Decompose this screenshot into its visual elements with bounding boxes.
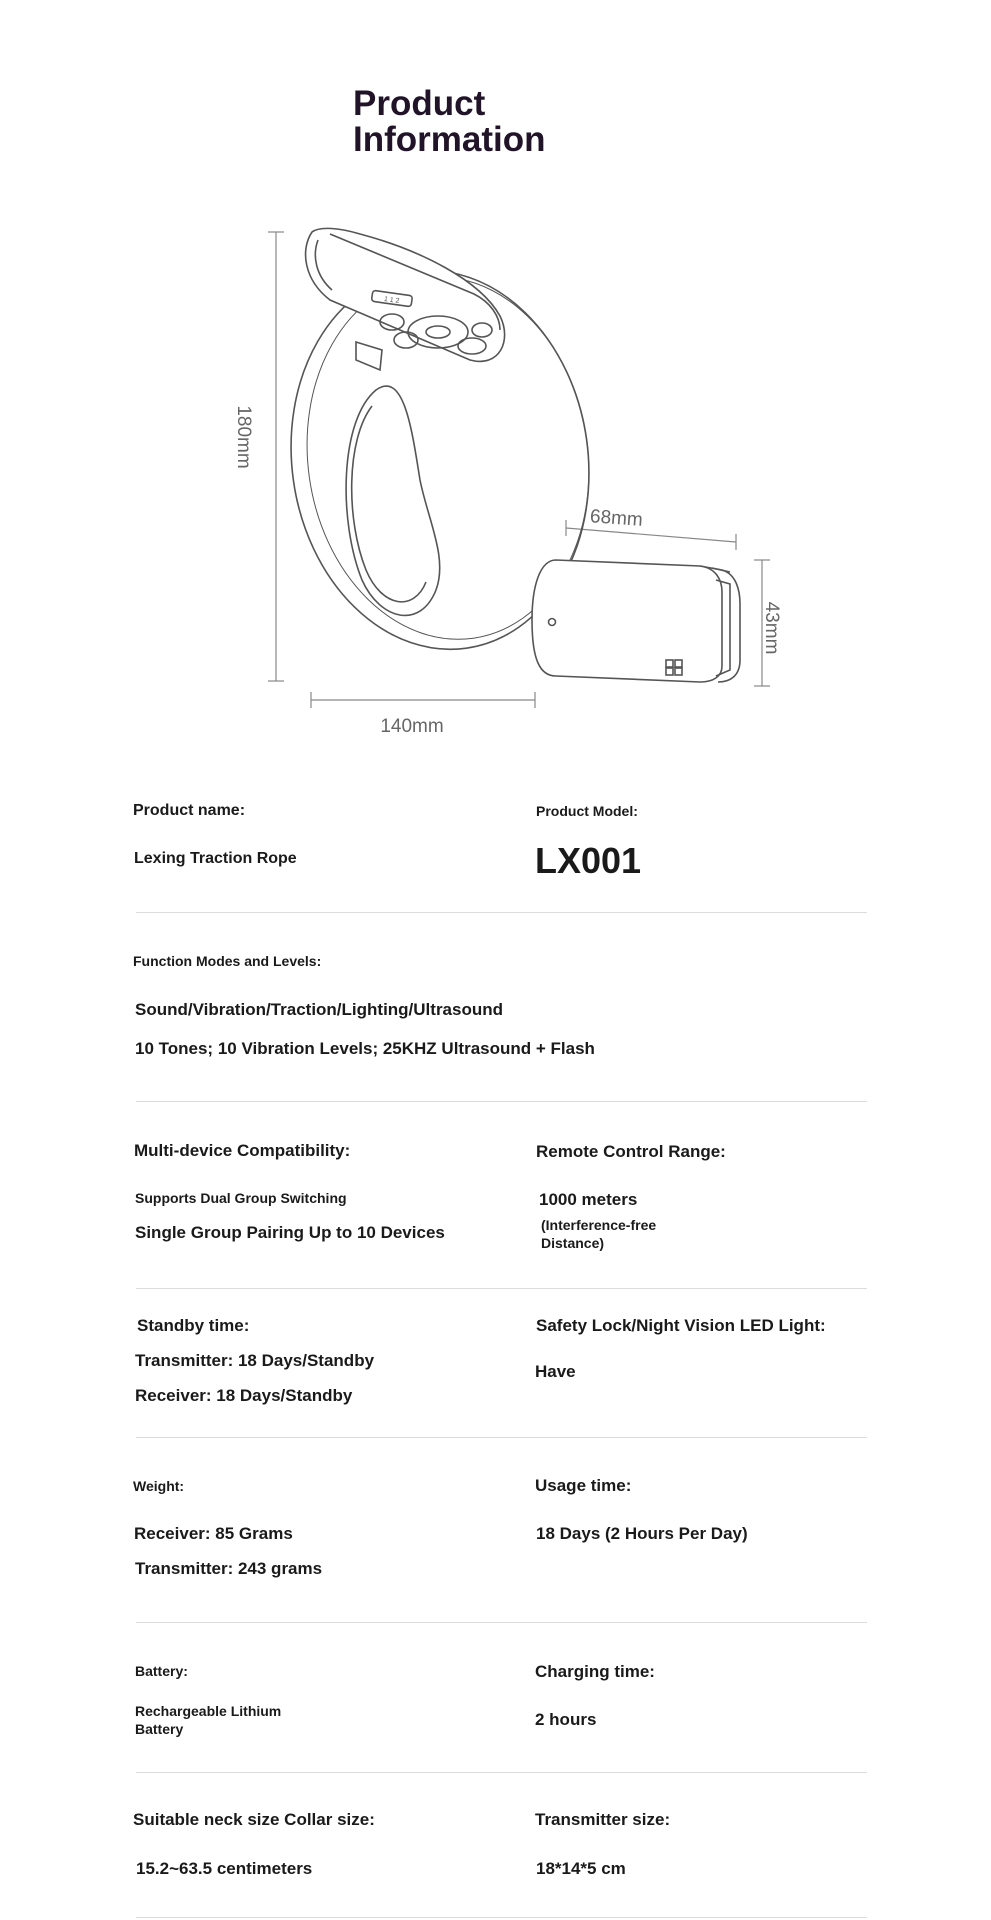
charging-time-label: Charging time: — [535, 1662, 655, 1681]
page-title — [353, 86, 545, 158]
product-model-label: Product Model: — [536, 803, 638, 819]
weight-label: Weight: — [133, 1478, 185, 1494]
function-modes-line-2: 10 Tones; 10 Vibration Levels; 25KHZ Ultrasound + Flash — [135, 1039, 595, 1058]
standby-line-2: Receiver: 18 Days/Standby — [135, 1386, 353, 1405]
usage-time-value: 18 Days (2 Hours Per Day) — [536, 1524, 748, 1543]
compatibility-label: Multi-device Compatibility: — [134, 1141, 351, 1160]
function-modes-label: Function Modes and Levels: — [133, 953, 322, 969]
product-model-value: LX001 — [535, 840, 642, 881]
title-line-1: Product — [353, 84, 486, 123]
section-divider — [136, 1917, 867, 1918]
section-divider — [136, 1772, 867, 1773]
weight-line-2: Transmitter: 243 grams — [135, 1559, 323, 1578]
section-divider — [136, 1101, 867, 1102]
usage-time-label: Usage time: — [535, 1476, 632, 1495]
receiver-width-line — [566, 528, 736, 542]
section-divider — [136, 1622, 867, 1623]
width-label: 140mm — [380, 716, 444, 737]
standby-label: Standby time: — [137, 1316, 250, 1335]
charging-time-value: 2 hours — [535, 1710, 597, 1729]
section-divider — [136, 1437, 867, 1438]
compatibility-line-2: Single Group Pairing Up to 10 Devices — [135, 1223, 445, 1242]
battery-value: Rechargeable Lithium Battery — [135, 1703, 282, 1737]
remote-range-value: 1000 meters — [539, 1190, 638, 1209]
product-dimension-diagram — [0, 220, 991, 750]
title-line-2: Information — [353, 120, 546, 159]
remote-range-label: Remote Control Range: — [536, 1142, 726, 1161]
safety-lock-value: Have — [535, 1362, 576, 1381]
battery-label: Battery: — [135, 1663, 188, 1679]
remote-range-note: (Interference-free Distance) — [541, 1217, 657, 1251]
product-name-value: Lexing Traction Rope — [134, 850, 297, 867]
neck-size-label: Suitable neck size Collar size: — [133, 1810, 375, 1829]
weight-line-1: Receiver: 85 Grams — [134, 1524, 293, 1543]
compatibility-line-1: Supports Dual Group Switching — [135, 1190, 347, 1206]
product-name-label: Product name: — [133, 802, 246, 819]
function-modes-line-1: Sound/Vibration/Traction/Lighting/Ultrasound — [135, 1000, 504, 1019]
receiver-width-label: 68mm — [589, 506, 644, 531]
standby-line-1: Transmitter: 18 Days/Standby — [135, 1351, 375, 1370]
section-divider — [136, 1288, 867, 1289]
safety-lock-label: Safety Lock/Night Vision LED Light: — [536, 1316, 826, 1335]
transmitter-size-label: Transmitter size: — [535, 1810, 671, 1829]
transmitter-size-value: 18*14*5 cm — [536, 1859, 626, 1878]
device-display-text: 1 1 2 — [383, 295, 400, 306]
receiver-device-outline — [532, 560, 740, 682]
height-label: 180mm — [233, 405, 254, 469]
receiver-height-label: 43mm — [761, 601, 782, 655]
section-divider — [136, 912, 867, 913]
neck-size-value: 15.2~63.5 centimeters — [136, 1859, 313, 1878]
